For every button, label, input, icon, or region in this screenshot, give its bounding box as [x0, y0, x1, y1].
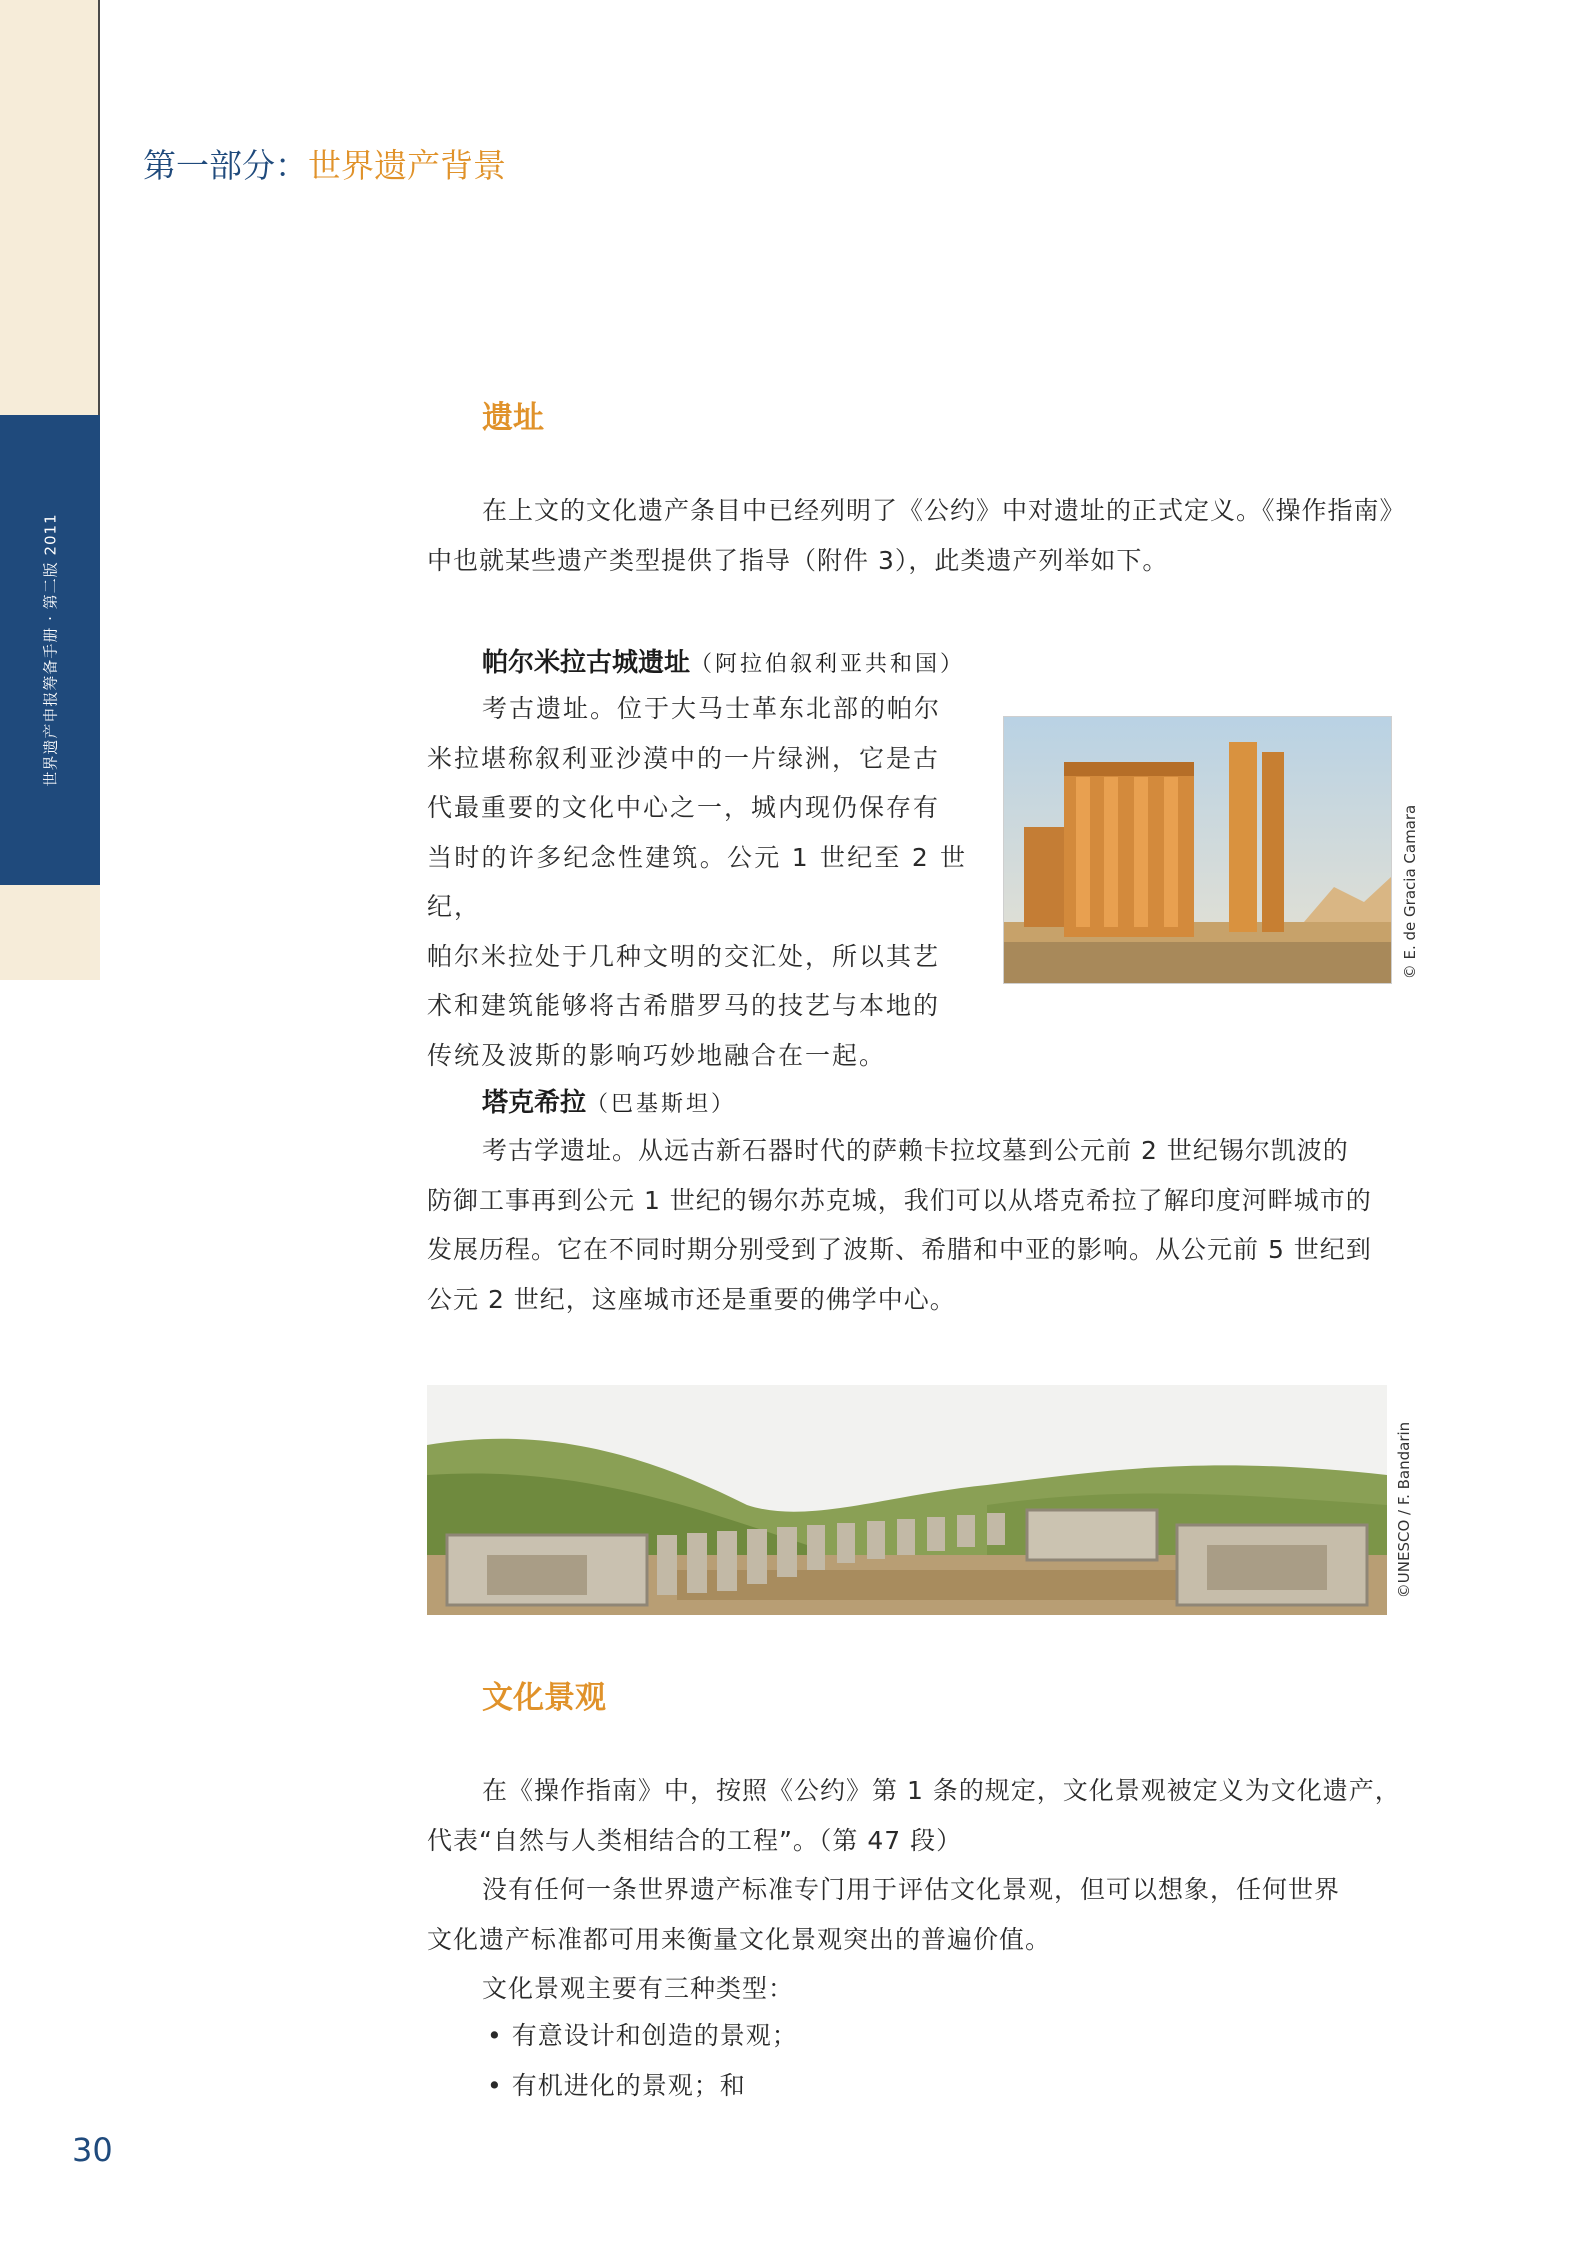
header-part: 第一部分：	[143, 146, 308, 185]
page-header	[143, 140, 506, 187]
taxila-line: 防御工事再到公元 1 世纪的锡尔苏克城，我们可以从塔克希拉了解印度河畔城市的	[427, 1185, 1372, 1215]
bullet-item: • 有机进化的景观；和	[487, 2071, 746, 2100]
palmyra-line: 当时的许多纪念性建筑。公元 1 世纪至 2 世纪，	[427, 842, 967, 921]
palmyra-text	[427, 684, 967, 1080]
palmyra-line: 术和建筑能够将古希腊罗马的技艺与本地的	[427, 991, 941, 1020]
page-number: 30	[72, 2131, 113, 2169]
palmyra-line: 考古遗址。位于大马士革东北部的帕尔	[482, 694, 942, 723]
header-title: 世界遗产背景	[308, 146, 506, 185]
palmyra-photo	[1003, 716, 1392, 984]
taxila-country: （巴基斯坦）	[586, 1092, 737, 1117]
palmyra-country: （阿拉伯叙利亚共和国）	[690, 652, 966, 677]
taxila-heading	[482, 1082, 736, 1119]
palmyra-line: 米拉堪称叙利亚沙漠中的一片绿洲，它是古	[427, 743, 941, 773]
cl-p2-line-2: 文化遗产标准都可用来衡量文化景观突出的普遍价值。	[427, 1924, 1052, 1954]
palmyra-line: 帕尔米拉处于几种文明的交汇处，所以其艺	[427, 941, 941, 971]
palmyra-line: 传统及波斯的影响巧妙地融合在一起。	[427, 1040, 887, 1070]
palmyra-line: 代最重要的文化中心之一，城内现仍保存有	[427, 793, 941, 822]
taxila-line: 发展历程。它在不同时期分别受到了波斯、希腊和中亚的影响。从公元前 5 世纪到	[427, 1235, 1372, 1264]
taxila-photo-credit: ©UNESCO / F. Bandarin	[1395, 1421, 1413, 1599]
sidebar-vertical-title: 世界遗产申报筹备手册 · 第二版 2011	[41, 513, 60, 787]
cl-p1-line-1: 在《操作指南》中，按照《公约》第 1 条的规定，文化景观被定义为文化遗产，	[482, 1776, 1401, 1805]
cl-p2-line-1: 没有任何一条世界遗产标准专门用于评估文化景观，但可以想象，任何世界	[482, 1875, 1341, 1904]
taxila-ruins-panorama	[427, 1385, 1387, 1615]
palmyra-name: 帕尔米拉古城遗址	[482, 648, 691, 678]
palmyra-heading	[482, 642, 965, 679]
bullet-item: • 有意设计和创造的景观；	[487, 2021, 798, 2050]
taxila-text	[427, 1126, 1417, 1324]
intro-line-2: 中也就某些遗产类型提供了指导（附件 3），此类遗产列举如下。	[427, 545, 1169, 575]
sidebar-bottom-band	[0, 885, 100, 980]
cl-p1-line-2: 代表“自然与人类相结合的工程”。（第 47 段）	[427, 1825, 963, 1855]
section-title-cultural-landscapes: 文化景观	[482, 1680, 606, 1716]
taxila-photo	[427, 1385, 1387, 1615]
cultural-landscapes-text	[427, 1766, 1417, 2014]
section-title-sites: 遗址	[482, 400, 544, 436]
taxila-line: 考古学遗址。从远古新石器时代的萨赖卡拉坟墓到公元前 2 世纪锡尔凯波的	[482, 1136, 1349, 1165]
sidebar-top-band	[0, 0, 100, 415]
taxila-name: 塔克希拉	[482, 1088, 587, 1118]
cl-p3: 文化景观主要有三种类型：	[482, 1974, 795, 2003]
palmyra-photo-credit: © E. de Gracia Camara	[1401, 804, 1419, 980]
sites-intro	[427, 486, 1417, 585]
intro-line-1: 在上文的文化遗产条目中已经列明了《公约》中对遗址的正式定义。《操作指南》	[482, 496, 1406, 525]
palmyra-ruins-image	[1004, 717, 1391, 983]
taxila-line: 公元 2 世纪，这座城市还是重要的佛学中心。	[427, 1284, 956, 1314]
